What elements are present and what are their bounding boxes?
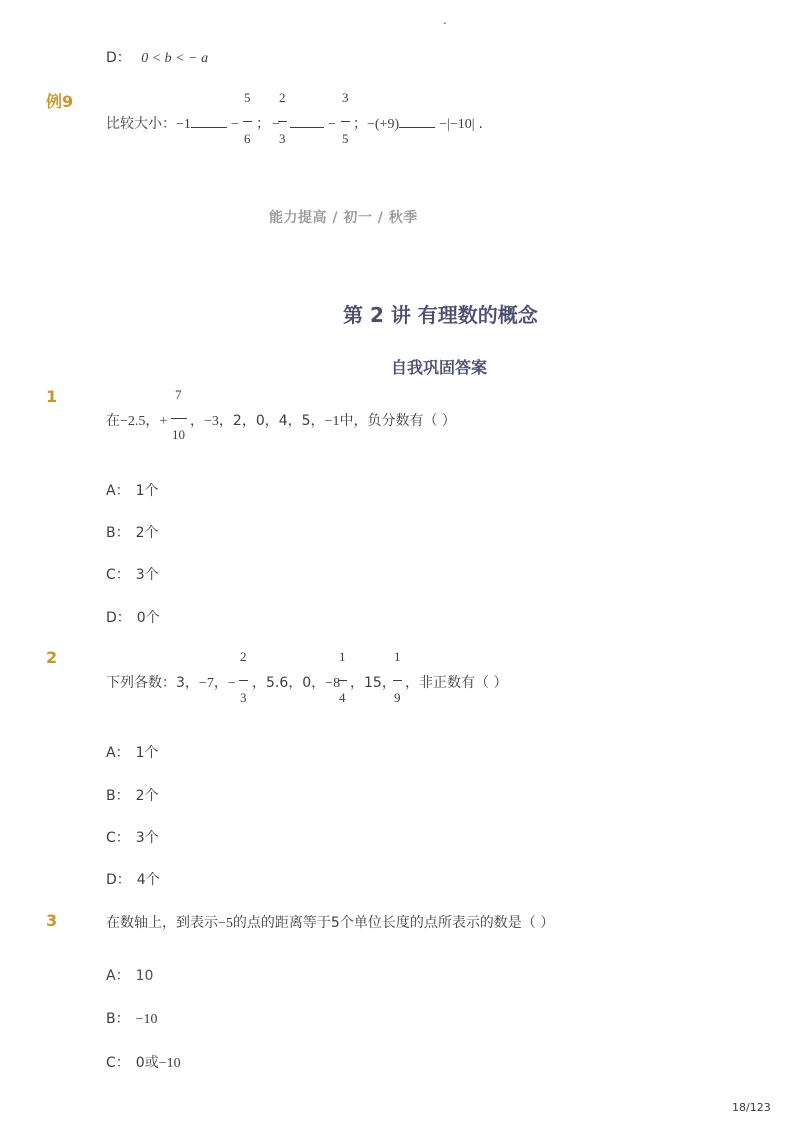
example9-label: 例9 [46, 92, 74, 111]
option-value: −10 [158, 1056, 181, 1071]
math-term: −1 [176, 117, 191, 132]
section-subtitle: 自我巩固答案 [391, 358, 488, 377]
math-term: −5 [218, 916, 233, 931]
answer-blank[interactable] [290, 113, 324, 128]
fraction-numerator: 2 [279, 90, 286, 105]
option-c[interactable] [106, 827, 159, 847]
question-number: 2 [46, 648, 58, 667]
fraction-bar [171, 418, 187, 419]
option-label: B： [106, 1011, 130, 1027]
math-term: −3 [204, 414, 219, 429]
fraction-bar [393, 680, 402, 681]
option-value: −10 [135, 1012, 158, 1027]
option-value: 0个 [136, 610, 160, 626]
stem-text: ，15， [350, 675, 396, 691]
stem-end: . [478, 116, 483, 132]
option-label: A： [106, 968, 130, 984]
option-a[interactable] [106, 965, 153, 985]
separator: ， [213, 675, 228, 691]
q2-stem-part1 [106, 672, 236, 692]
answer-blank[interactable] [399, 113, 435, 128]
q1-stem-part1 [106, 410, 167, 430]
option-value: 0或 [135, 1055, 159, 1071]
math-term: −8 [325, 676, 341, 691]
option-label: B： [106, 788, 130, 804]
stem-text: 在 [106, 413, 120, 429]
option-value: 2个 [135, 788, 159, 804]
fraction-numerator: 1 [394, 649, 401, 664]
option-value: 3个 [135, 567, 159, 583]
math-term: −2.5 [120, 414, 146, 429]
option-label: C： [106, 1055, 130, 1071]
fraction-denominator: 6 [244, 131, 251, 146]
fraction-denominator: 3 [240, 690, 247, 705]
top-dash: - [443, 18, 447, 29]
fraction-numerator: 5 [244, 90, 251, 105]
fraction-denominator: 10 [172, 427, 185, 442]
q3-stem [106, 912, 554, 932]
answer-blank[interactable] [191, 113, 227, 128]
option-label: D： [106, 610, 131, 626]
math-sign: − [230, 117, 239, 132]
option-value: 1个 [135, 483, 159, 499]
example9-stem-part2 [256, 113, 280, 133]
q2-stem-part4 [405, 672, 507, 692]
fraction-numerator: 7 [175, 387, 182, 402]
math-term: −(+9) [367, 117, 400, 132]
page-header-crumb: 能力提高 / 初一 / 秋季 [269, 210, 418, 226]
fraction-bar [239, 680, 248, 681]
option-label: A： [106, 483, 130, 499]
fraction-numerator: 3 [342, 90, 349, 105]
option-value: 4个 [136, 872, 160, 888]
fraction-denominator: 5 [342, 131, 349, 146]
option-label: B： [106, 525, 130, 541]
separator: ， [190, 413, 204, 429]
option-label: C： [106, 567, 130, 583]
example9-stem-part3 [290, 113, 336, 133]
separator: ； [256, 116, 270, 132]
separator: ； [353, 116, 367, 132]
option-b[interactable] [106, 522, 159, 542]
math-sign: − [328, 117, 336, 132]
fraction-denominator: 4 [339, 690, 346, 705]
fraction-bar [338, 680, 347, 681]
page-number: 18/123 [732, 1101, 771, 1114]
math-sign: − [227, 676, 236, 691]
fraction-numerator: 2 [240, 649, 247, 664]
option-d[interactable] [106, 607, 160, 627]
fraction-bar [341, 121, 350, 122]
option-value: 10 [135, 968, 154, 984]
option-c[interactable] [106, 1052, 181, 1072]
option-value: 2个 [135, 525, 159, 541]
q2-stem-part2 [252, 672, 340, 692]
stem-text: 在数轴上，到表示 [106, 915, 218, 931]
lecture-title: 第 2 讲 有理数的概念 [343, 303, 538, 327]
option-b[interactable] [106, 1008, 158, 1028]
math-term: −1 [324, 414, 340, 429]
prev-option-d [106, 47, 208, 67]
fraction-denominator: 9 [394, 690, 401, 705]
fraction-denominator: 3 [279, 131, 286, 146]
math-sign: − [272, 117, 280, 132]
stem-text: 中，负分数有（ ） [339, 413, 456, 429]
option-label: A： [106, 745, 130, 761]
option-label: C： [106, 830, 130, 846]
option-value: 1个 [135, 745, 159, 761]
fraction-numerator: 1 [339, 649, 346, 664]
stem-prefix: 比较大小： [106, 116, 176, 132]
separator: ， [145, 413, 160, 429]
question-number: 1 [46, 387, 58, 406]
math-term: −7 [198, 676, 214, 691]
option-b[interactable] [106, 785, 159, 805]
option-c[interactable] [106, 564, 159, 584]
stem-text: ，2，0，4，5， [218, 413, 325, 429]
stem-text: 下列各数：3， [106, 675, 199, 691]
stem-text: ，非正数有（ ） [405, 675, 508, 691]
fraction-bar [243, 121, 252, 122]
option-label: D： [106, 872, 131, 888]
q1-stem-part2 [190, 410, 456, 430]
option-label: D： [106, 50, 131, 66]
math-term: −|−10| [439, 117, 475, 132]
question-number: 3 [46, 911, 58, 930]
example9-stem [106, 113, 239, 133]
q2-stem-part3 [350, 672, 396, 692]
fraction-bar [278, 121, 287, 122]
option-d[interactable] [106, 869, 160, 889]
math-sign: + [159, 414, 168, 429]
option-a[interactable] [106, 742, 159, 762]
option-value: 3个 [135, 830, 159, 846]
stem-text: 的点的距离等于5个单位长度的点所表示的数是（ ） [232, 915, 555, 931]
stem-text: ，5.6，0， [252, 675, 326, 691]
example9-stem-part4 [353, 113, 483, 133]
option-value: 0 < b < − a [141, 51, 209, 66]
option-a[interactable] [106, 480, 159, 500]
